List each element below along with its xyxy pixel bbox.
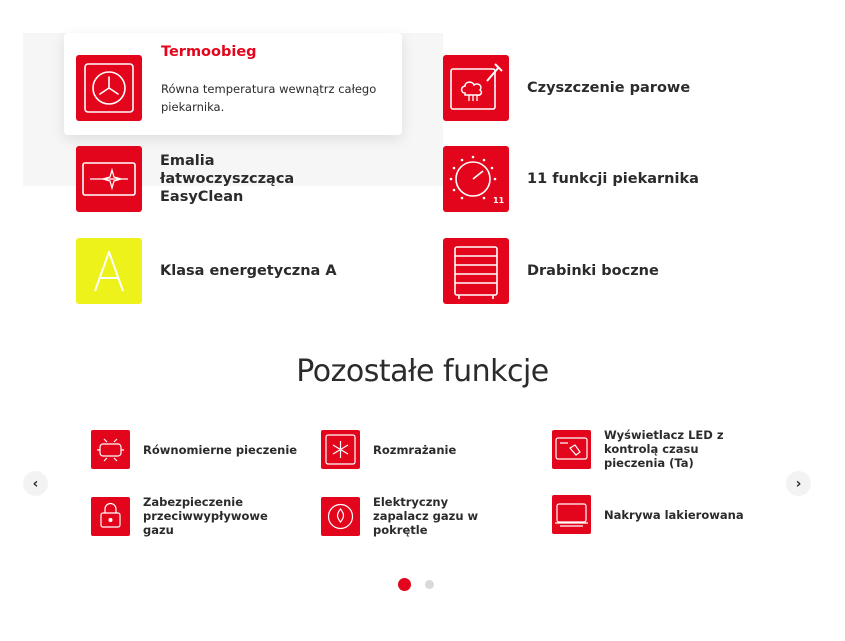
feature-card-termoobieg[interactable]	[64, 33, 402, 135]
led-display-icon	[552, 430, 591, 469]
chevron-right-icon: ›	[795, 475, 802, 492]
function-item[interactable]	[552, 495, 762, 534]
pagination-dot-active[interactable]	[398, 578, 411, 591]
function-item[interactable]	[321, 430, 531, 469]
oven-functions-dial-icon	[443, 146, 509, 212]
function-item[interactable]	[552, 428, 732, 470]
chevron-left-icon: ‹	[32, 475, 39, 492]
lacquered-lid-icon	[552, 495, 591, 534]
easyclean-enamel-icon	[76, 146, 142, 212]
energy-class-a-icon	[76, 238, 142, 304]
steam-clean-icon	[443, 55, 509, 121]
function-item[interactable]	[321, 495, 531, 537]
feature-title: Czyszczenie parowe	[527, 80, 691, 96]
feature-description: Równa temperatura wewnątrz całego piekarnika.	[161, 82, 377, 114]
feature-oven-functions[interactable]	[443, 146, 699, 212]
gas-safety-icon	[91, 497, 130, 536]
feature-side-racks[interactable]	[443, 238, 659, 304]
pagination-dot[interactable]	[425, 580, 434, 589]
function-label: Rozmrażanie	[373, 442, 457, 457]
carousel-next-button[interactable]	[786, 471, 811, 496]
feature-title: Termoobieg	[161, 44, 257, 60]
even-baking-icon	[91, 430, 130, 469]
feature-steam-clean[interactable]	[443, 55, 690, 121]
feature-title: 11 funkcji piekarnika	[527, 171, 699, 187]
function-label: Nakrywa lakierowana	[604, 507, 744, 522]
svg-text:11: 11	[493, 196, 505, 205]
section-title: Pozostałe funkcje	[296, 354, 549, 389]
defrost-icon	[321, 430, 360, 469]
function-item[interactable]	[91, 495, 301, 537]
feature-energy-class[interactable]	[76, 238, 337, 304]
fan-icon	[76, 55, 142, 121]
function-item[interactable]	[91, 430, 301, 469]
side-racks-icon	[443, 238, 509, 304]
carousel-prev-button[interactable]	[23, 471, 48, 496]
feature-title: Klasa energetyczna A	[160, 263, 337, 279]
feature-title: Drabinki boczne	[527, 263, 659, 279]
function-label: Wyświetlacz LED z kontrolą czasu pieczenia (Ta)	[604, 428, 724, 470]
knob-igniter-icon	[321, 497, 360, 536]
function-label: Elektryczny zapalacz gazu w pokrętle	[373, 495, 479, 537]
function-label: Równomierne pieczenie	[143, 442, 298, 457]
feature-easyclean[interactable]	[76, 146, 345, 212]
feature-title: Emalia łatwoczyszcząca EasyClean	[160, 153, 295, 205]
function-label: Zabezpieczenie przeciwwypływowe gazu	[143, 495, 268, 537]
